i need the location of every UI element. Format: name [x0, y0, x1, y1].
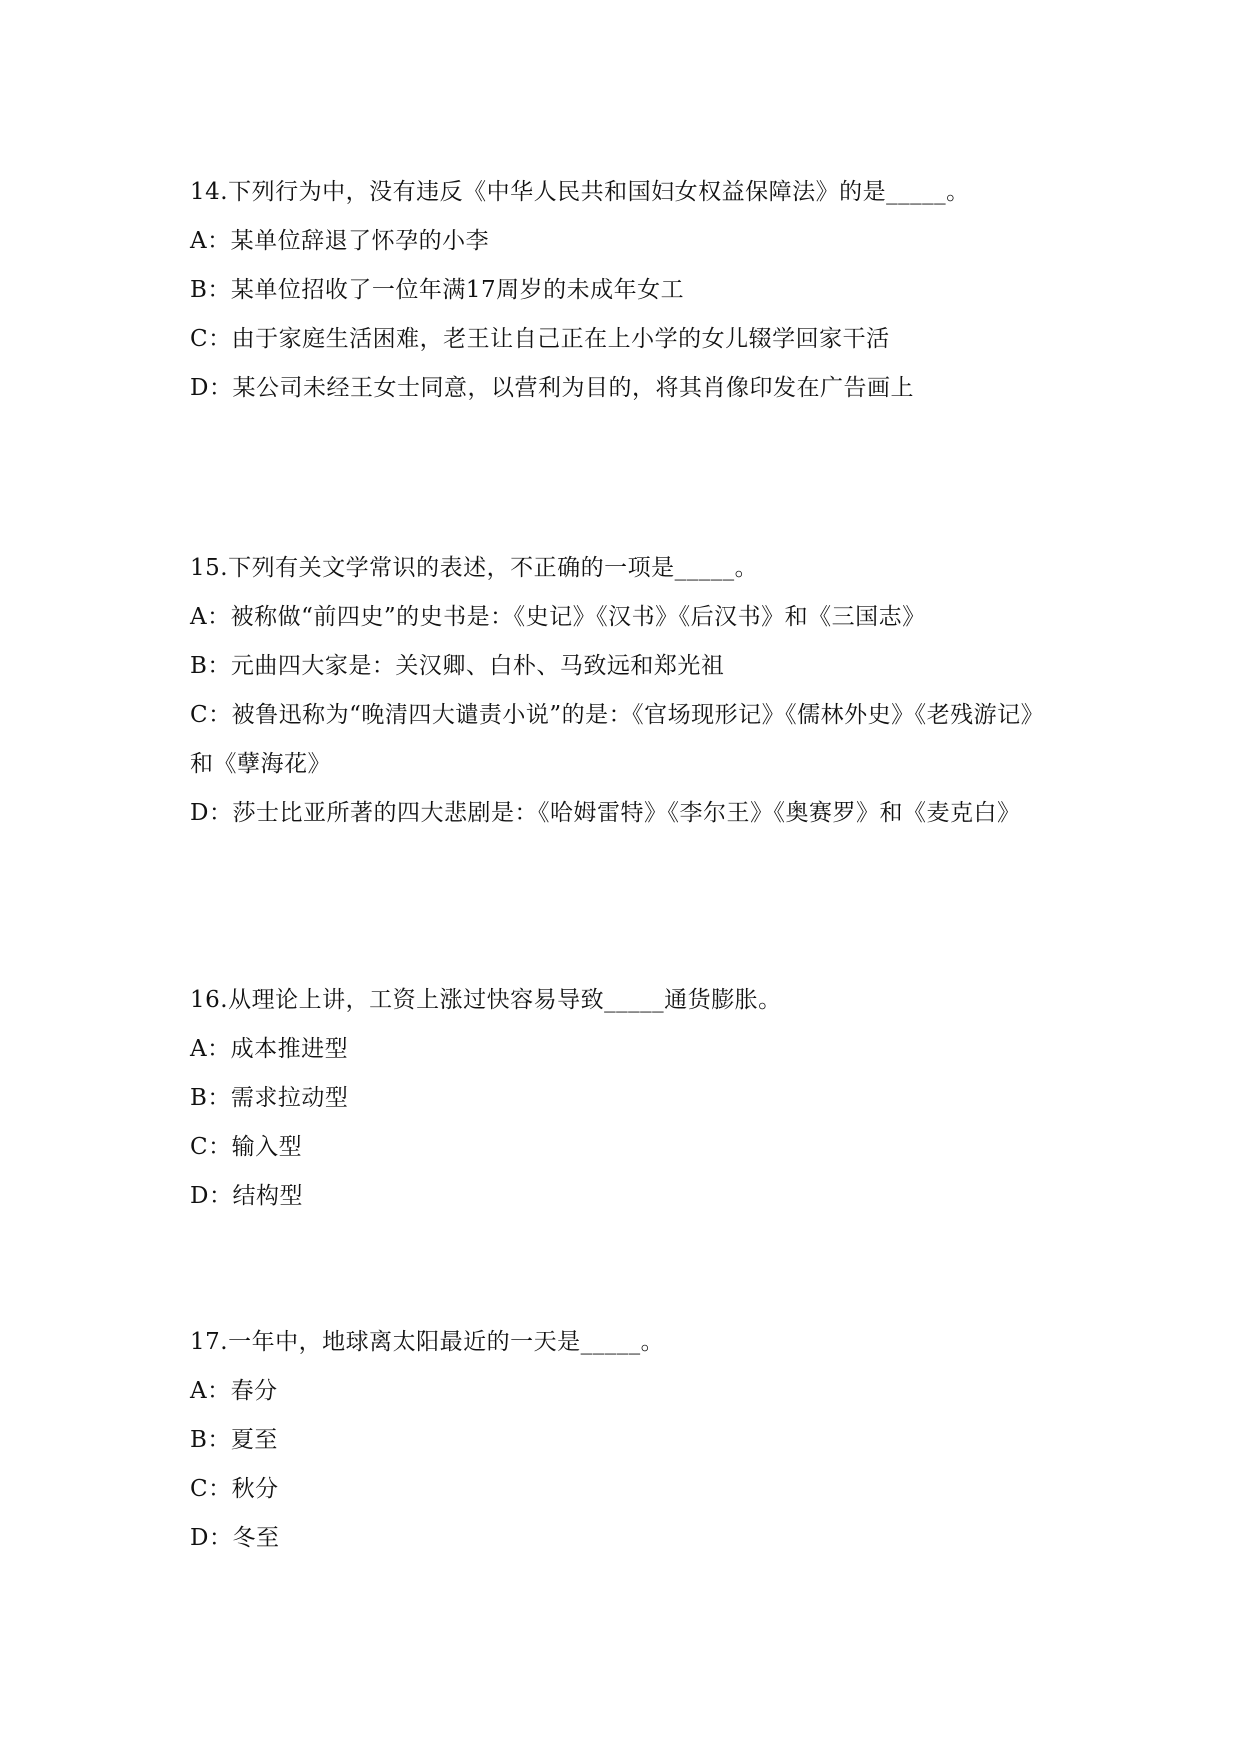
option-a: A：某单位辞退了怀孕的小李 — [190, 228, 490, 254]
question-stem: 15.下列有关文学常识的表述，不正确的一项是_____。 — [190, 555, 759, 581]
option-c: C：秋分 — [190, 1476, 279, 1502]
question-stem: 14.下列行为中，没有违反《中华人民共和国妇女权益保障法》的是_____。 — [190, 179, 970, 205]
option-c: C：由于家庭生活困难，老王让自己正在上小学的女儿辍学回家干活 — [190, 326, 890, 352]
question-16 — [190, 976, 1050, 1221]
option-d: D：冬至 — [190, 1525, 280, 1551]
question-stem: 17.一年中，地球离太阳最近的一天是_____。 — [190, 1329, 665, 1355]
option-c: C：被鲁迅称为“晚清四大谴责小说”的是：《官场现形记》《儒林外史》《老残游记》和《孽海花》 — [190, 702, 1045, 777]
question-14 — [190, 168, 1050, 413]
option-b: B：某单位招收了一位年满17周岁的未成年女工 — [190, 277, 685, 303]
option-b: B：元曲四大家是：关汉卿、白朴、马致远和郑光祖 — [190, 653, 725, 679]
option-b: B：夏至 — [190, 1427, 278, 1453]
question-stem: 16.从理论上讲，工资上涨过快容易导致_____通货膨胀。 — [190, 987, 782, 1013]
option-d: D：某公司未经王女士同意，以营利为目的，将其肖像印发在广告画上 — [190, 375, 914, 401]
option-a: A：被称做“前四史”的史书是：《史记》《汉书》《后汉书》和《三国志》 — [190, 604, 926, 630]
option-d: D：莎士比亚所著的四大悲剧是：《哈姆雷特》《李尔王》《奥赛罗》和《麦克白》 — [190, 800, 1021, 826]
question-15 — [190, 544, 1050, 838]
option-a: A：春分 — [190, 1378, 278, 1404]
option-d: D：结构型 — [190, 1183, 303, 1209]
option-a: A：成本推进型 — [190, 1036, 349, 1062]
question-17 — [190, 1318, 1050, 1563]
option-c: C：输入型 — [190, 1134, 303, 1160]
option-b: B：需求拉动型 — [190, 1085, 349, 1111]
